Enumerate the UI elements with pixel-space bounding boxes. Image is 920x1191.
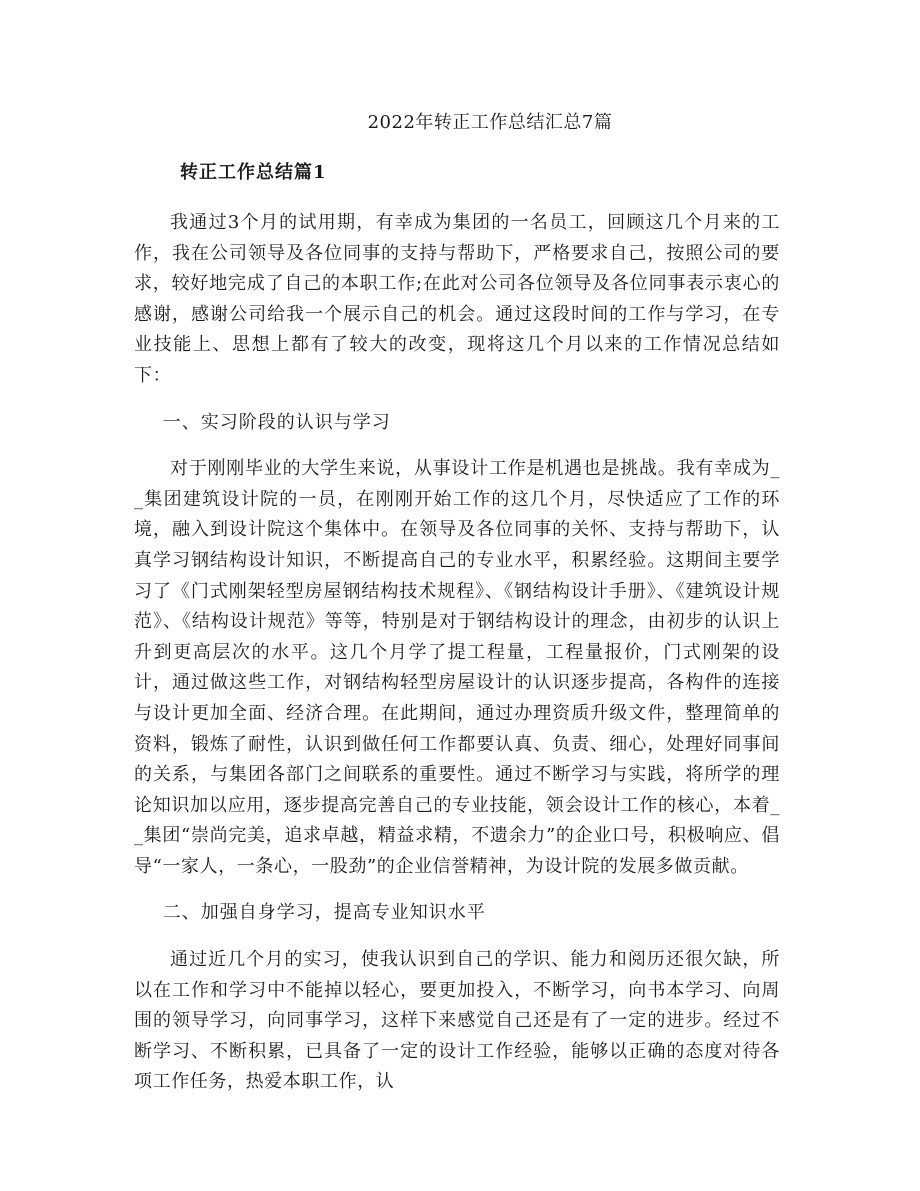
section-heading: 转正工作总结篇1 xyxy=(180,162,327,183)
paragraph-internship: 对于刚刚毕业的大学生来说，从事设计工作是机遇也是挑战。我有幸成为__集团建筑设计院的一员，在刚刚开始工作的这几个月，尽快适应了工作的环境，融入到设计院这个集体中。在领导及各位同事的关怀、支持与帮助下，认真学习钢结构设计知识，不断提高自己的专业水平，积累经验。这期间主要学习了《门式刚架轻型房屋钢结构技术规程》、《钢结构设计手册》、《建筑设计规范》、《结构设计规范》等等，特别是对于钢结构设计的理念，由初步的认识上升到更高层次的水平。这几个月学了提工程量，工程量报价，门式刚架的设计，通过做这些工作，对钢结构轻型房屋设计的认识逐步提高，各构件的连接与设计更加全面、经济合理。在此期间，通过办理资质升级文件，整理简单的资料，锻炼了耐性，认识到做任何工作都要认真、负责、细心，处理好同事间的关系，与集团各部门之间联系的重要性。通过不断学习与实践，将所学的理论知识加以应用，逐步提高完善自己的专业技能，领会设计工作的核心，本着__集团“崇尚完美，追求卓越，精益求精，不遗余力”的企业口号，积极响应、倡导“一家人，一条心，一股劲”的企业信誉精神，为设计院的发展多做贡献。 xyxy=(134,458,780,877)
document-title: 2022年转正工作总结汇总7篇 xyxy=(367,112,613,133)
subheading-1: 一、实习阶段的认识与学习 xyxy=(162,411,391,433)
document-body xyxy=(134,208,780,1114)
paragraph-intro: 我通过3个月的试用期，有幸成为集团的一名员工，回顾这几个月来的工作，我在公司领导及各位同事的支持与帮助下，严格要求自己，按照公司的要求，较好地完成了自己的本职工作;在此对公司各位领导及各位同事表示衷心的感谢，感谢公司给我一个展示自己的机会。通过这段时间的工作与学习，在专业技能上、思想上都有了较大的改变，现将这几个月以来的工作情况总结如下： xyxy=(134,212,780,386)
paragraph-self-study: 通过近几个月的实习，使我认识到自己的学识、能力和阅历还很欠缺，所以在工作和学习中不能掉以轻心，要更加投入，不断学习，向书本学习、向周围的领导学习，向同事学习，这样下来感觉自己还是有了一定的进步。经过不断学习、不断积累，已具备了一定的设计工作经验，能够以正确的态度对待各项工作任务，热爱本职工作，认 xyxy=(134,949,780,1093)
subheading-2: 二、加强自身学习，提高专业知识水平 xyxy=(162,902,486,924)
